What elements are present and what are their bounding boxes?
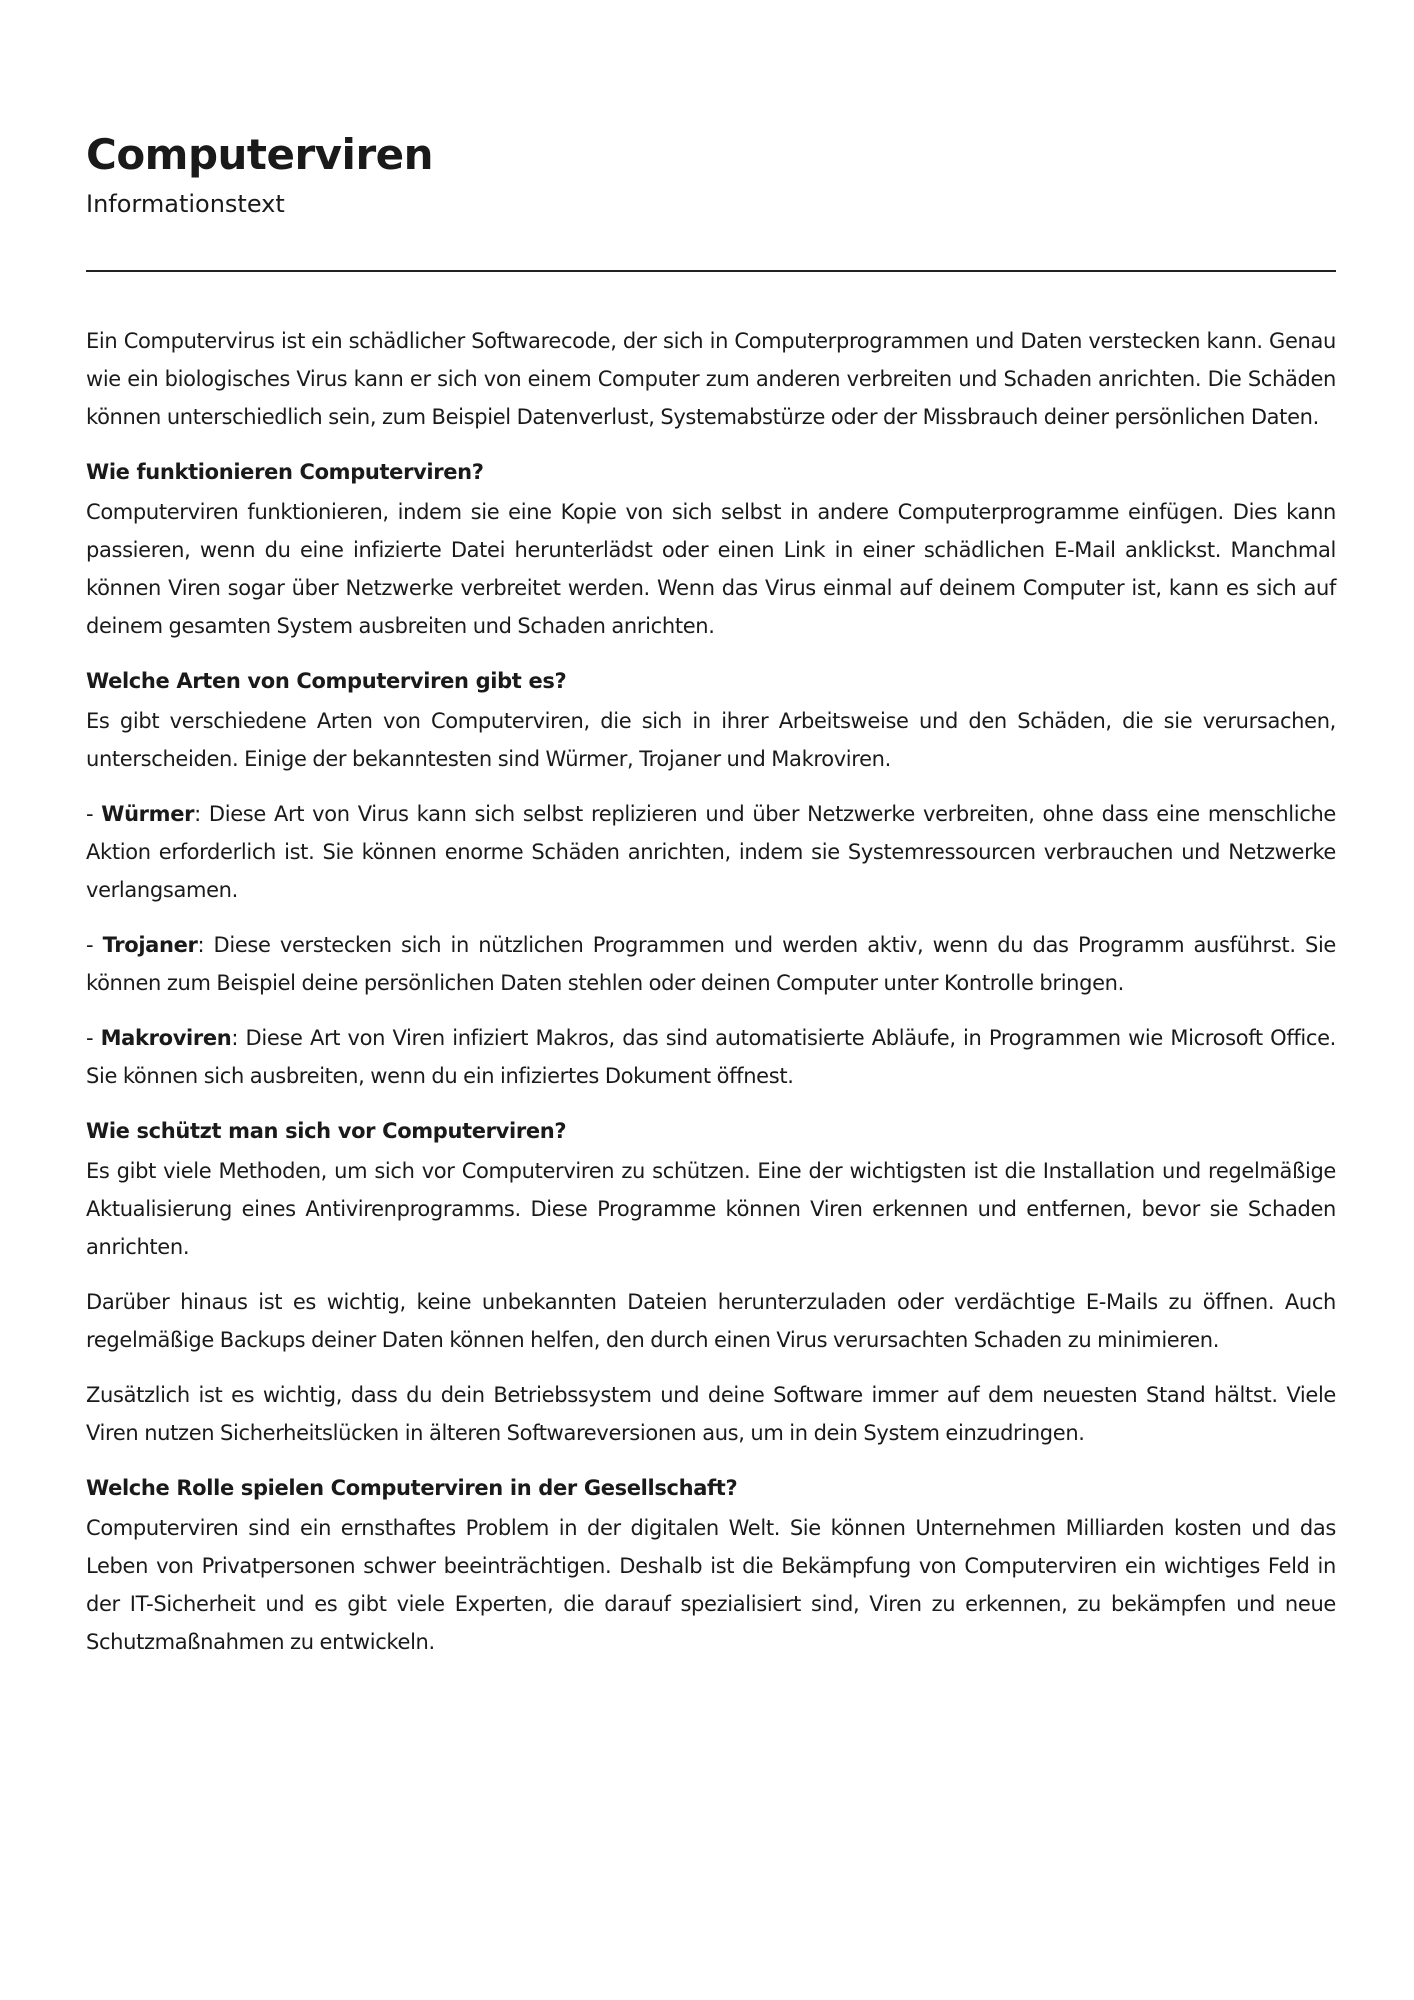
virus-type-description: : Diese Art von Virus kann sich selbst replizieren und über Netzwerke verbreiten, ohne dass eine menschliche Aktion erforderlich ist. Sie können enorme Schäden anrichten, indem sie Systemressourcen verbrauchen und Netzwerke verlangsamen. bbox=[86, 802, 1336, 902]
section-paragraph: Es gibt verschiedene Arten von Computerviren, die sich in ihrer Arbeitsweise und den Schäden, die sie verursachen, unterscheiden. Einige der bekanntesten sind Würmer, Trojaner und Makroviren. bbox=[86, 709, 1336, 771]
list-dash: - bbox=[86, 802, 102, 826]
page-title: Computerviren bbox=[86, 130, 434, 179]
list-dash: - bbox=[86, 933, 103, 957]
virus-type-worms bbox=[86, 795, 1336, 909]
section-heading-society: Welche Rolle spielen Computerviren in der Gesellschaft? bbox=[86, 1476, 738, 1500]
virus-type-trojans bbox=[86, 926, 1336, 1002]
section-paragraph: Darüber hinaus ist es wichtig, keine unbekannten Dateien herunterzuladen oder verdächtige E-Mails zu öffnen. Auch regelmäßige Backups deiner Daten können helfen, den durch einen Virus verursachten Schaden zu minimieren. bbox=[86, 1290, 1336, 1352]
section-heading-function: Wie funktionieren Computerviren? bbox=[86, 460, 484, 484]
section-paragraph: Computerviren funktionieren, indem sie eine Kopie von sich selbst in andere Computerprogramme einfügen. Dies kann passieren, wenn du eine infizierte Datei herunterlädst oder einen Link in einer schädlichen E-Mail anklickst. Manchmal können Viren sogar über Netzwerke verbreitet werden. Wenn das Virus einmal auf deinem Computer ist, kann es sich auf deinem gesamten System ausbreiten und Schaden anrichten. bbox=[86, 500, 1336, 638]
virus-type-name: Makroviren bbox=[100, 1026, 232, 1050]
section-paragraph: Es gibt viele Methoden, um sich vor Computerviren zu schützen. Eine der wichtigsten ist die Installation und regelmäßige Aktualisierung eines Antivirenprogramms. Diese Programme können Viren erkennen und entfernen, bevor sie Schaden anrichten. bbox=[86, 1159, 1336, 1259]
virus-type-macro bbox=[86, 1019, 1336, 1095]
virus-type-name: Würmer bbox=[101, 802, 195, 826]
list-dash: - bbox=[86, 1026, 101, 1050]
section-heading-types: Welche Arten von Computerviren gibt es? bbox=[86, 669, 567, 693]
section-paragraph: Zusätzlich ist es wichtig, dass du dein Betriebssystem und deine Software immer auf dem neuesten Stand hältst. Viele Viren nutzen Sicherheitslücken in älteren Softwareversionen aus, um in dein System einzudringen. bbox=[86, 1383, 1336, 1445]
intro-paragraph: Ein Computervirus ist ein schädlicher Softwarecode, der sich in Computerprogrammen und Daten verstecken kann. Genau wie ein biologisches Virus kann er sich von einem Computer zum anderen verbreiten und Schaden anrichten. Die Schäden können unterschiedlich sein, zum Beispiel Datenverlust, Systemabstürze oder der Missbrauch deiner persönlichen Daten. bbox=[86, 329, 1336, 429]
virus-type-name: Trojaner bbox=[102, 933, 198, 957]
section-paragraph: Computerviren sind ein ernsthaftes Problem in der digitalen Welt. Sie können Unternehmen Milliarden kosten und das Leben von Privatpersonen schwer beeinträchtigen. Deshalb ist die Bekämpfung von Computerviren ein wichtiges Feld in der IT-Sicherheit und es gibt viele Experten, die darauf spezialisiert sind, Viren zu erkennen, zu bekämpfen und neue Schutzmaßnahmen zu entwickeln. bbox=[86, 1516, 1336, 1654]
header-divider bbox=[86, 270, 1336, 272]
page-subtitle: Informationstext bbox=[86, 190, 285, 218]
virus-type-description: : Diese Art von Viren infiziert Makros, das sind automatisierte Abläufe, in Programmen wie Microsoft Office. Sie können sich ausbreiten, wenn du ein infiziertes Dokument öffnest. bbox=[86, 1026, 1336, 1088]
virus-type-description: : Diese verstecken sich in nützlichen Programmen und werden aktiv, wenn du das Programm ausführst. Sie können zum Beispiel deine persönlichen Daten stehlen oder deinen Computer unter Kontrolle bringen. bbox=[86, 933, 1336, 995]
section-heading-protection: Wie schützt man sich vor Computerviren? bbox=[86, 1119, 567, 1143]
document-body bbox=[86, 322, 1336, 1678]
